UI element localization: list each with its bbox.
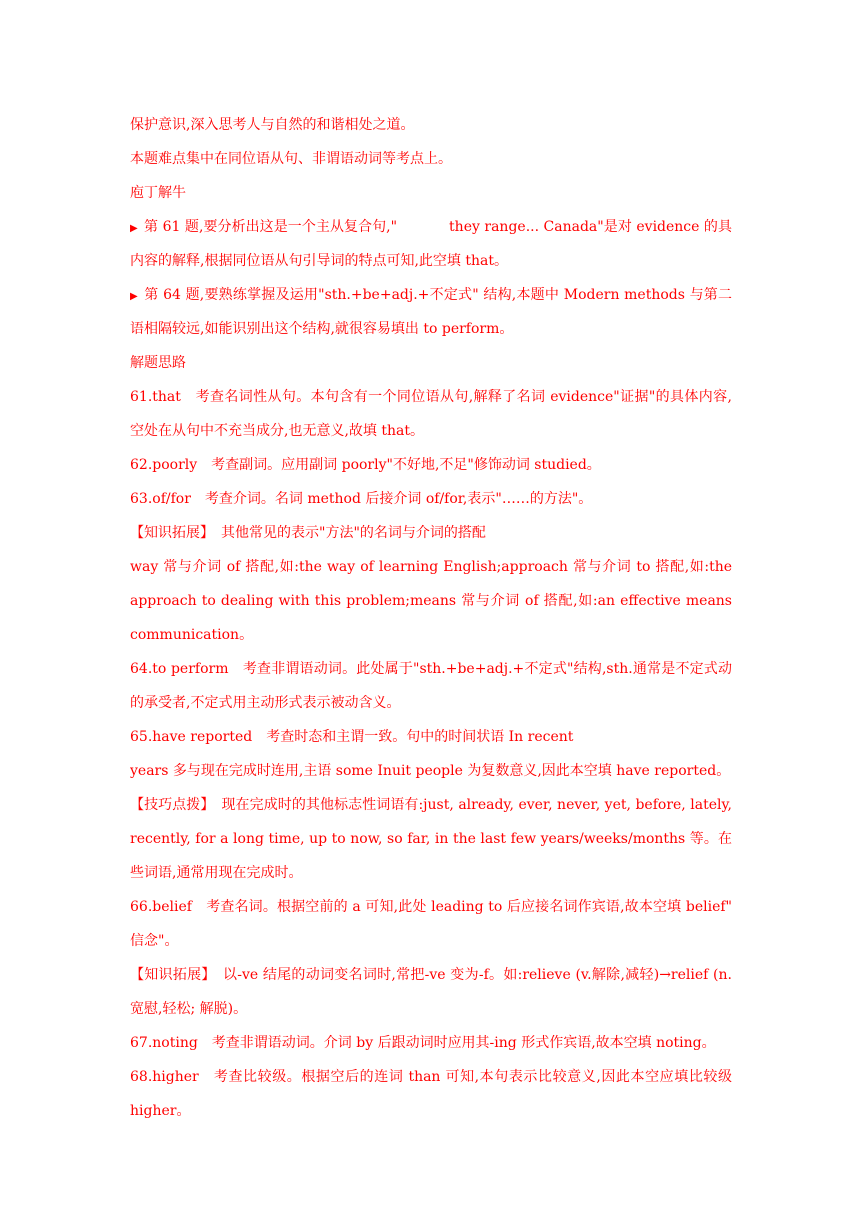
text-line: 65.have reported 考查时态和主谓一致。句中的时间状语 In recent: [130, 729, 574, 745]
text-line: 61.that 考查名词性从句。本句含有一个同位语从句,解释了名词 evidence"证据"的具体内容,: [130, 389, 732, 405]
text-line: 【知识拓展】 其他常见的表示"方法"的名词与介词的搭配: [130, 525, 486, 541]
text-line: 保护意识,深入思考人与自然的和谐相处之道。: [130, 117, 415, 133]
bullet-icon: ▶: [130, 223, 138, 234]
text-line: 68.higher 考查比较级。根据空后的连词 than 可知,本句表示比较意义,因此本空应填比较级: [130, 1069, 732, 1085]
text-line: way 常与介词 of 搭配,如:the way of learning English;approach 常与介词 to 搭配,如:the: [130, 559, 732, 575]
text-line: recently, for a long time, up to now, so far, in the last few years/weeks/months 等。在: [130, 831, 732, 847]
text-line: 66.belief 考查名词。根据空前的 a 可知,此处 leading to 后应接名词作宾语,故本空填 belief": [130, 899, 732, 915]
text-line: higher。: [130, 1103, 191, 1119]
text-line: 些词语,通常用现在完成时。: [130, 865, 303, 881]
text-line: 宽慰,轻松; 解脱)。: [130, 1001, 248, 1017]
text-line: 本题难点集中在同位语从句、非谓语动词等考点上。: [130, 151, 452, 167]
bullet-line: [130, 278, 732, 312]
text-line: 内容的解释,根据同位语从句引导词的特点可知,此空填 that。: [130, 253, 508, 269]
text-line: 【技巧点拨】 现在完成时的其他标志性词语有:just, already, ever, never, yet, before, lately,: [130, 797, 732, 813]
bullet-line: [130, 210, 732, 244]
text-line: 67.noting 考查非谓语动词。介词 by 后跟动词时应用其-ing 形式作宾语,故本空填 noting。: [130, 1035, 716, 1051]
text-line: 语相隔较远,如能识别出这个结构,就很容易填出 to perform。: [130, 321, 514, 337]
text-line: 信念"。: [130, 933, 179, 949]
text-line: 62.poorly 考查副词。应用副词 poorly"不好地,不足"修饰动词 studied。: [130, 457, 601, 473]
section-heading: 解题思路: [130, 355, 186, 371]
bullet-icon: ▶: [130, 291, 138, 302]
text-segment: 第 64 题,要熟练掌握及运用"sth.+be+adj.+不定式" 结构,本题中 Modern methods 与第二: [144, 287, 732, 303]
text-line: 63.of/for 考查介词。名词 method 后接介词 of/for,表示"……的方法"。: [130, 491, 593, 507]
text-segment: they range... Canada"是对 evidence 的具: [449, 219, 732, 235]
text-segment: 第 61 题,要分析出这是一个主从复合句,": [144, 219, 398, 235]
text-line: communication。: [130, 627, 254, 643]
text-line: 【知识拓展】 以-ve 结尾的动词变名词时,常把-ve 变为-f。如:relieve (v.解除,减轻)→relief (n.: [130, 967, 732, 983]
text-line: approach to dealing with this problem;means 常与介词 of 搭配,如:an effective means: [130, 593, 732, 609]
section-heading: 庖丁解牛: [130, 185, 186, 201]
text-line: 空处在从句中不充当成分,也无意义,故填 that。: [130, 423, 424, 439]
text-line: 64.to perform 考查非谓语动词。此处属于"sth.+be+adj.+不定式"结构,sth.通常是不定式动: [130, 661, 732, 677]
text-line: years 多与现在完成时连用,主语 some Inuit people 为复数意义,因此本空填 have reported。: [130, 763, 731, 779]
text-line: 的承受者,不定式用主动形式表示被动含义。: [130, 695, 401, 711]
